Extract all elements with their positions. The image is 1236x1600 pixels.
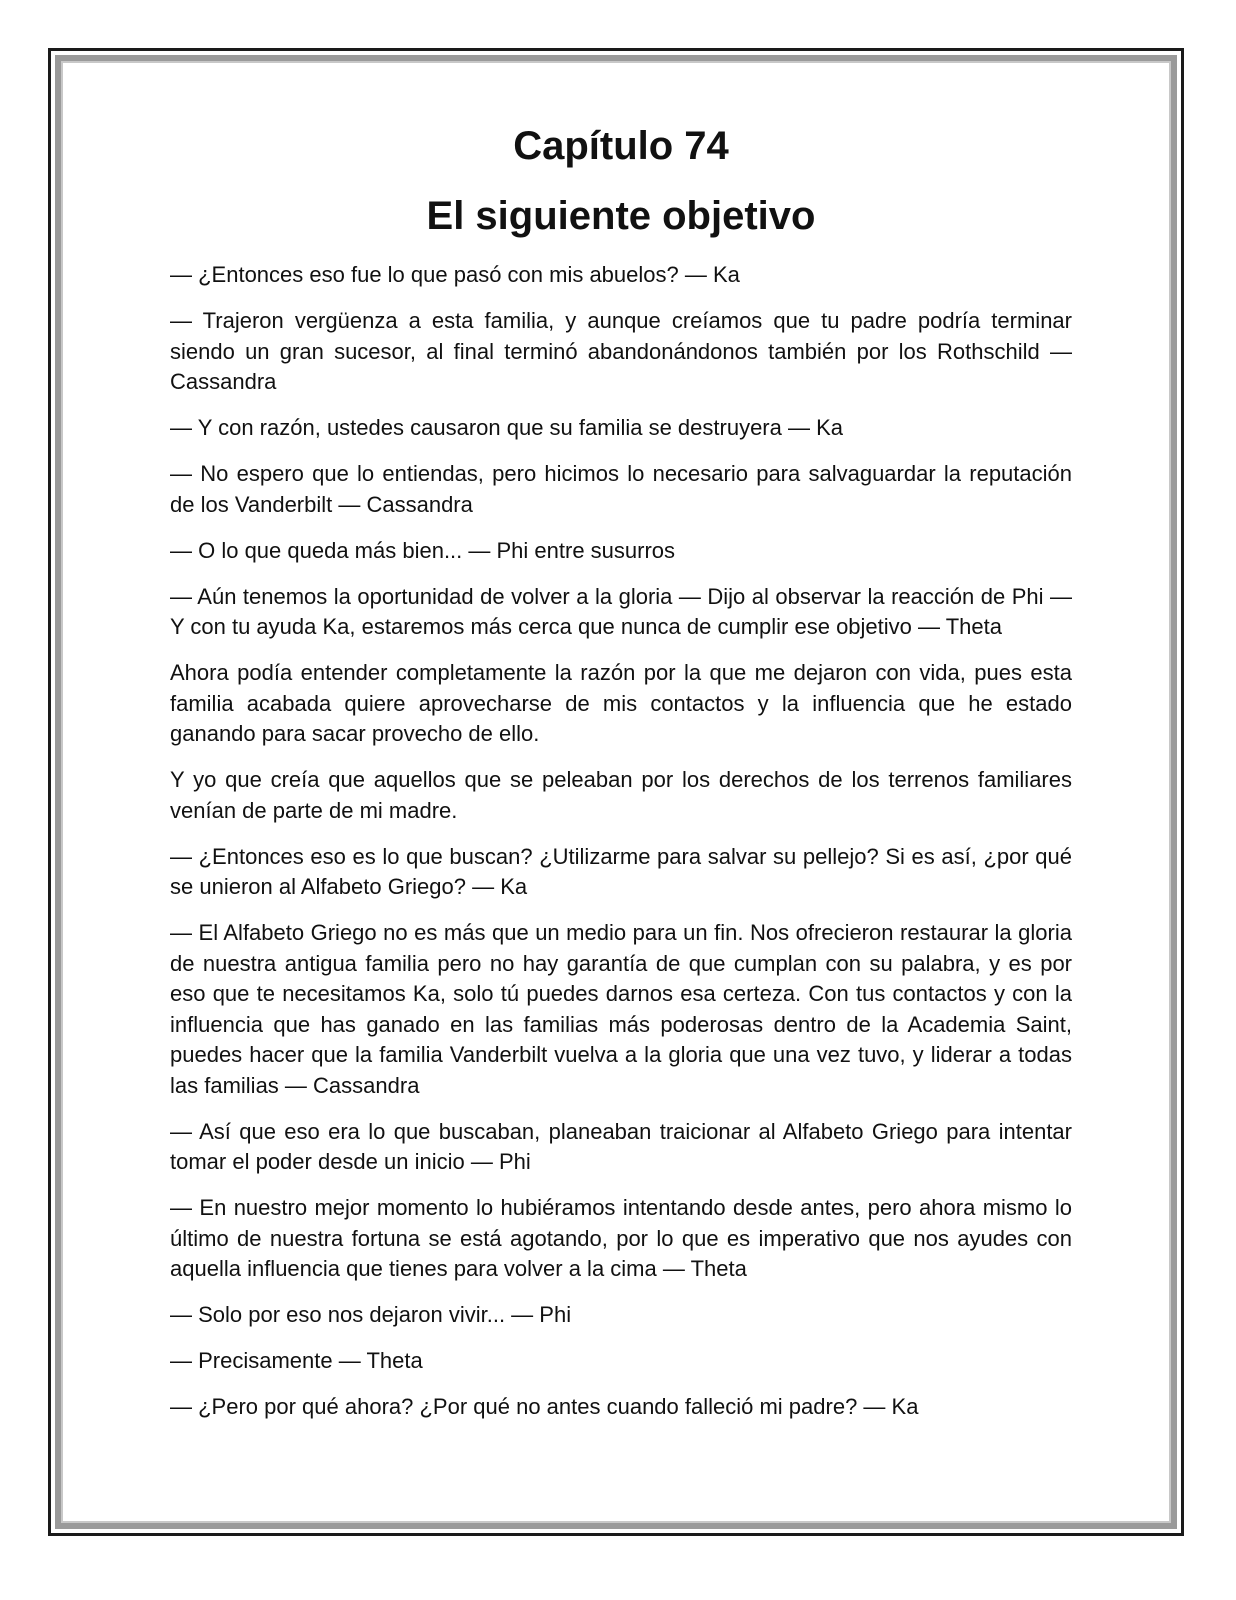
chapter-title: Capítulo 74 [513,124,729,168]
paragraph: — En nuestro mejor momento lo hubiéramos intentando desde antes, pero ahora mismo lo último de nuestra fortuna se está agotando, por lo que es imperativo que nos ayudes con aquella influencia que tienes para volver a la cima — Theta [170,1195,1072,1281]
paragraph: — No espero que lo entiendas, pero hicimos lo necesario para salvaguardar la reputación de los Vanderbilt — Cassandra [170,461,1072,517]
paragraph: — Aún tenemos la oportunidad de volver a la gloria — Dijo al observar la reacción de Phi — Y con tu ayuda Ka, estaremos más cerca que nunca de cumplir ese objetivo — Theta [170,583,1072,639]
chapter-subtitle: El siguiente objetivo [426,194,816,238]
paragraph: Ahora podía entender completamente la razón por la que me dejaron con vida, pues esta familia acabada quiere aprovecharse de mis contactos y la influencia que he estado ganando para sacar provecho de ello. [170,660,1072,746]
paragraph: — Trajeron vergüenza a esta familia, y aunque creíamos que tu padre podría terminar siendo un gran sucesor, al final terminó abandonándonos también por los Rothschild — Cassandra [170,308,1072,394]
paragraph: — ¿Pero por qué ahora? ¿Por qué no antes cuando falleció mi padre? — Ka [170,1394,919,1419]
page-content [170,120,1072,1438]
paragraph: — ¿Entonces eso fue lo que pasó con mis abuelos? — Ka [170,262,740,287]
paragraph: — Así que eso era lo que buscaban, planeaban traicionar al Alfabeto Griego para intentar tomar el poder desde un inicio — Phi [170,1118,1072,1174]
paragraph: — Y con razón, ustedes causaron que su familia se destruyera — Ka [170,415,843,440]
paragraph: — ¿Entonces eso es lo que buscan? ¿Utilizarme para salvar su pellejo? Si es así, ¿por qué se unieron al Alfabeto Griego? — Ka [170,843,1072,899]
paragraph: — Precisamente — Theta [170,1348,423,1373]
paragraph: — Solo por eso nos dejaron vivir... — Phi [170,1302,572,1327]
paragraph: Y yo que creía que aquellos que se peleaban por los derechos de los terrenos familiares venían de parte de mi madre. [170,767,1072,823]
paragraph: — O lo que queda más bien... — Phi entre susurros [170,537,676,563]
paragraph: — El Alfabeto Griego no es más que un medio para un fin. Nos ofrecieron restaurar la gloria de nuestra antigua familia pero no hay garantía de que cumplan con su palabra, y es por eso que te necesitamos Ka, solo tú puedes darnos esa certeza. Con tus contactos y con la influencia que has ganado en las familias más poderosas dentro de la Academia Saint, puedes hacer que la familia Vanderbilt vuelva a la gloria que una vez tuvo, y liderar a todas las familias — Cassandra [170,920,1072,1098]
